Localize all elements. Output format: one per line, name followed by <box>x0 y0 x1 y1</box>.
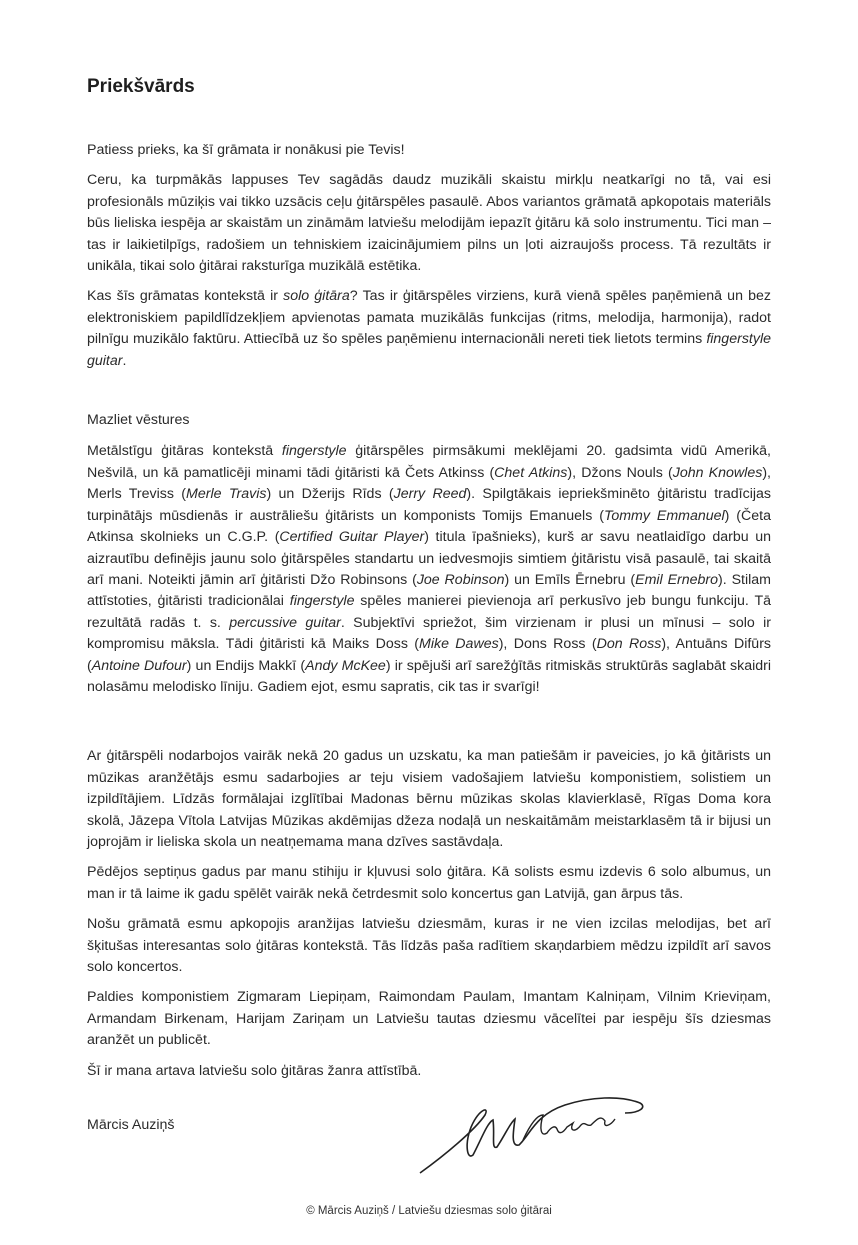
text-run: Nošu grāmatā esmu apkopojis aranžijas latviešu dziesmām, kuras ir ne vien izcilas melodijas, bet arī šķitušas interesantas solo ģitāras kontekstā. Tās līdzās paša radītiem skaņdarbiem mēdzu izpildīt arī savos solo koncertos. <box>87 916 771 975</box>
document-body <box>87 140 771 1091</box>
italic-term: Certified Guitar Player <box>279 529 425 546</box>
italic-term: Joe Robinson <box>416 571 505 588</box>
text-run: ), Merls Treviss ( <box>87 464 771 503</box>
italic-term: Chet Atkins <box>494 464 568 481</box>
text-run: ). Spilgtākais iepriekšminēto ģitāristu tradīcijas turpinātājs mūsdienās ir austrāliešu ģitārists un komponists Tomijs Emanuels ( <box>87 486 772 524</box>
italic-term: Antoine Dufour <box>91 657 187 674</box>
text-run: ģitārspēles pirmsākumi meklējami 20. gadsimta vidū Amerikā, Nešvilā, un kā pamatlicēji minami tādi ģitāristi kā Čets Atkinss ( <box>87 443 772 481</box>
signature-block <box>87 1115 771 1179</box>
text-run: ), Dons Ross ( <box>498 636 597 653</box>
italic-term: John Knowles <box>672 464 763 481</box>
text-run: ). Stilam attīstoties, ģitāristi tradicionālai <box>87 571 771 610</box>
text-run: ) un Emīls Ērnebru ( <box>504 571 636 588</box>
section-heading <box>87 410 771 431</box>
text-run: ) un Endijs Makkī ( <box>186 657 306 674</box>
italic-term: fingerstyle guitar <box>87 331 771 369</box>
paragraph <box>87 746 771 853</box>
paragraph <box>87 170 771 277</box>
italic-term: Tommy Emmanuel <box>603 507 725 524</box>
italic-term: Jerry Reed <box>393 486 467 503</box>
paragraph <box>87 987 771 1051</box>
text-run: Šī ir mana artava latviešu solo ģitāras žanra attīstībā. <box>87 1062 422 1079</box>
text-run: ? Tas ir ģitārspēles virziens, kurā vienā spēles paņēmienā un bez elektroniskiem papildlīdzekļiem apvienotas pamata muzikālās funkcijas (ritms, melodija, harmonija), radot pilnīgu muzikālo faktūru. Attiecībā uz šo spēles paņēmienu internacionāli nereti tiek lietots termins <box>87 288 771 348</box>
italic-term: percussive guitar <box>229 614 341 631</box>
page-title: Priekšvārds <box>87 76 195 97</box>
text-run: ) (Četa Atkinsa skolnieks un C.G.P. ( <box>87 507 772 546</box>
paragraph <box>87 140 771 161</box>
text-run: Mazliet vēstures <box>87 412 190 429</box>
text-run: Ceru, ka turpmākās lappuses Tev sagādās daudz muzikāli skaistu mirkļu neatkarīgi no tā, vai esi profesionāls mūziķis vai tikko uzsācis ceļu ģitārspēles pasaulē. Abos variantos grāmatā apkopotais materiāls būs lieliska iespēja ar skaistām un zināmām latviešu melodijām iepazīt ģitāru kā solo instrumentu. Tici man – tas ir laikietilpīgs, radošiem un tehniskiem izaicinājumiem pilns un ļoti aizraujošs process. Tā rezultāts ir unikāla, tikai solo ģitārai raksturīga muzikālā estētika. <box>87 172 771 275</box>
text-run: ), Džons Nouls ( <box>567 464 673 481</box>
page-footer: © Mārcis Auziņš / Latviešu dziesmas solo ģitārai <box>306 1205 552 1218</box>
text-run: Paldies komponistiem Zigmaram Liepiņam, Raimondam Paulam, Imantam Kalniņam, Vilnim Krieviņam, Armandam Birkenam, Harijam Zariņam un Latviešu tautas dziesmu vācelītei par iespēju šīs dziesmas aranžēt un publicēt. <box>87 989 771 1049</box>
paragraph <box>87 862 771 905</box>
text-run: ) ir spējuši arī sarežģītās ritmiskās struktūrās saglabāt skaidri nolasāmu melodisko līniju. Gadiem ejot, esmu sapratis, cik tas ir svarīgi! <box>87 657 771 695</box>
italic-term: Mike Dawes <box>419 636 499 653</box>
italic-term: fingerstyle <box>289 593 355 610</box>
text-run: ), Antuāns Difūrs ( <box>87 636 772 674</box>
italic-term: solo ģitāra <box>283 288 350 305</box>
italic-term: Andy McKee <box>305 657 386 674</box>
italic-term: fingerstyle <box>281 443 347 460</box>
text-run: Pēdējos septiņus gadus par manu stihiju ir kļuvusi solo ģitāra. Kā solists esmu izdevis 6 solo albumus, un man ir tā laime ik gadu spēlēt vairāk nekā četrdesmit solo koncertus gan Latvijā, gan ārpus tās. <box>87 864 771 902</box>
text-run: Metālstīgu ģitāras kontekstā <box>87 443 282 460</box>
handwritten-signature <box>415 1085 655 1180</box>
text-run: Patiess prieks, ka šī grāmata ir nonākusi pie Tevis! <box>87 142 405 158</box>
paragraph <box>87 286 771 372</box>
italic-term: Don Ross <box>596 636 662 653</box>
text-run: ) titula īpašnieks), kurš ar savu neatlaidīgo darbu un aizrautību definējis jaunu solo ģitārspēles standartu un iedvesmojis simtiem ģitāristu visā pasaulē, tai skaitā arī mani. Noteikti jāmin arī ģitāristi Džo Robinsons ( <box>87 529 772 588</box>
text-run: ) un Džerijs Rīds ( <box>266 486 394 503</box>
paragraph <box>87 441 771 698</box>
text-run: . Subjektīvi spriežot, šim virzienam ir plusi un mīnusi – solo ir kompromisu māksla. Tādi ģitāristi kā Maiks Doss ( <box>87 614 771 653</box>
paragraph <box>87 1061 771 1082</box>
text-run: spēles manierei pievienoja arī perkusīvo jeb bungu funkciju. Tā rezultātā radās t. s. <box>87 593 771 631</box>
text-run: Kas šīs grāmatas kontekstā ir <box>87 288 284 305</box>
text-run: Ar ģitārspēli nodarbojos vairāk nekā 20 gadus un uzskatu, ka man patiešām ir paveicies, jo kā ģitārists un mūzikas aranžētājs esmu sadarbojies ar teju visiem vadošajiem latviešu komponistiem, solistiem un izpildītājiem. Līdzās formālajai izglītībai Madonas bērnu mūzikas skolas klavierklasē, Rīgas Doma kora skolā, Jāzepa Vītola Latvijas Mūzikas akdēmijas džeza nodaļā un neskaitāmām meistarklasēm tā ir bijusi un joprojām ir lieliska skola un neatņemama mana dzīves sastāvdaļa. <box>87 748 771 850</box>
italic-term: Emil Ernebro <box>635 571 719 588</box>
text-run: . <box>122 352 127 369</box>
paragraph <box>87 914 771 978</box>
author-name: Mārcis Auziņš <box>87 1117 175 1134</box>
italic-term: Merle Travis <box>186 486 267 503</box>
